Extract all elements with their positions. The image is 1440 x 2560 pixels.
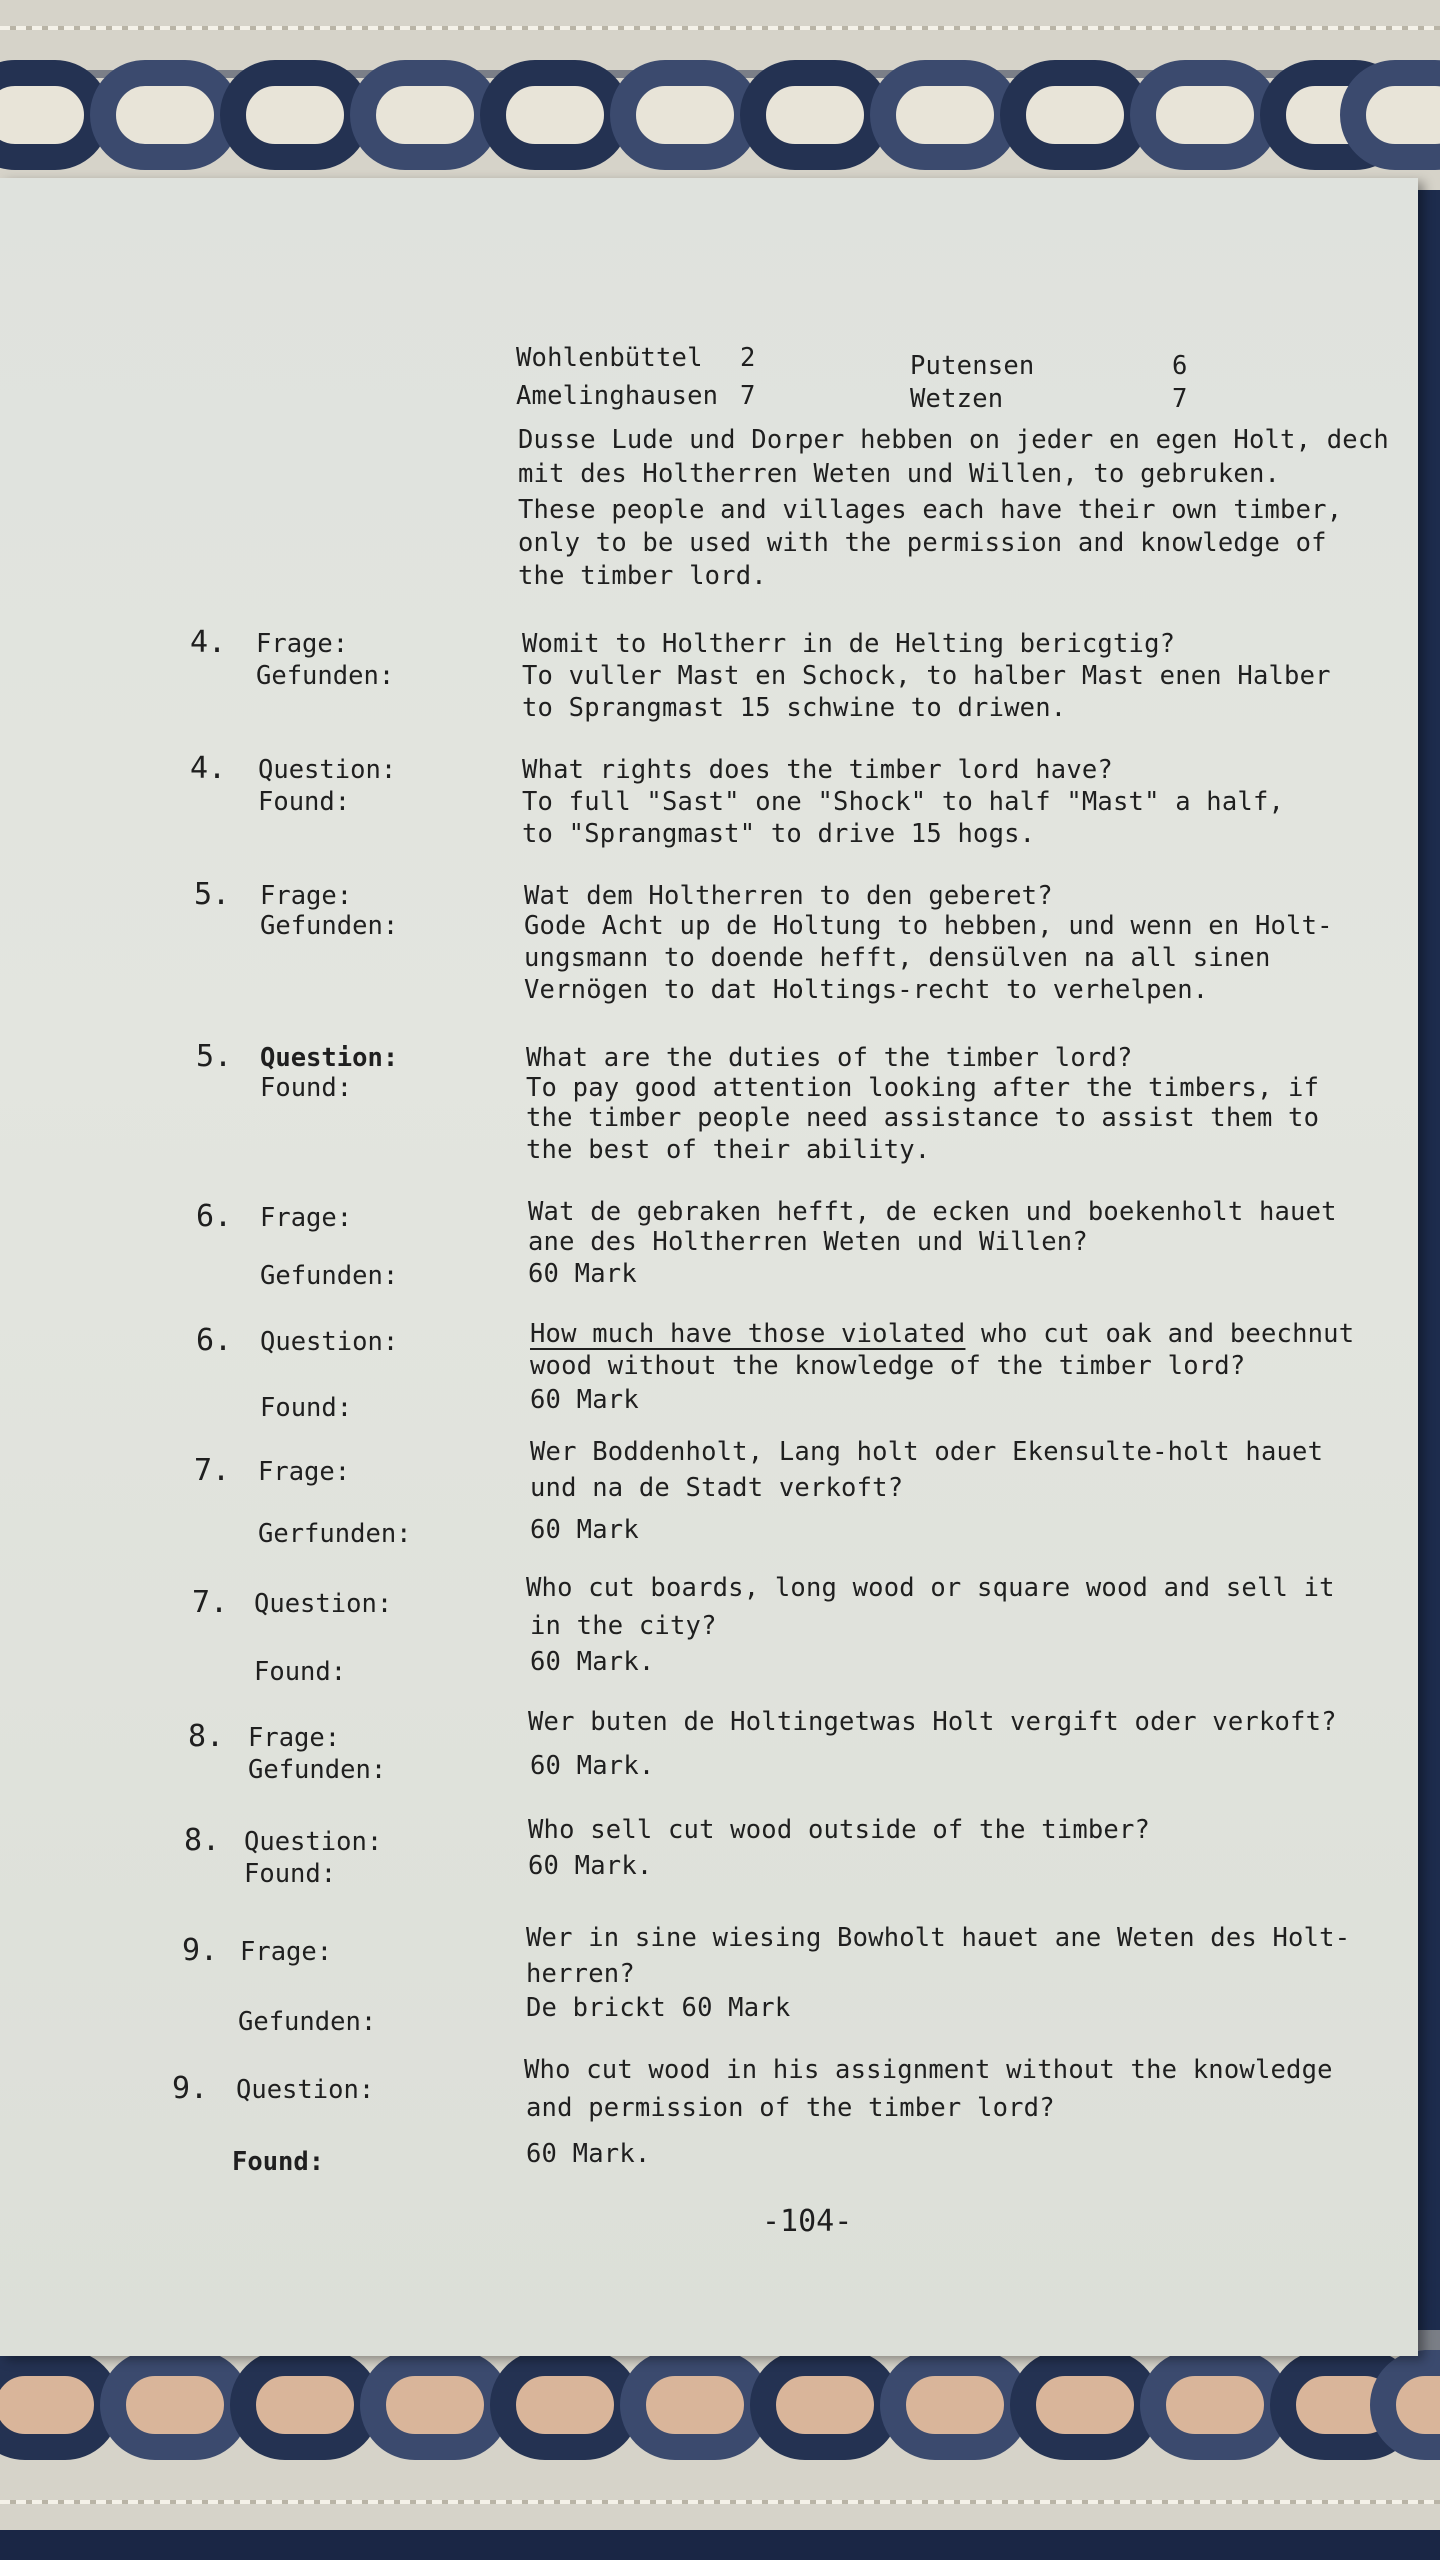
text-line: De brickt 60 Mark xyxy=(526,1993,791,2023)
entry-number: 9. xyxy=(182,1933,219,1968)
entry-label: Gefunden: xyxy=(238,2007,377,2037)
text-line: 60 Mark. xyxy=(528,1851,653,1881)
text-line: To full "Sast" one "Shock" to half "Mast" a half, xyxy=(522,787,1285,817)
text-line: Dusse Lude und Dorper hebben on jeder en egen Holt, dech xyxy=(518,425,1389,455)
text-line: Gode Acht up de Holtung to hebben, und wenn en Holt- xyxy=(524,911,1333,941)
text-line: und na de Stadt verkoft? xyxy=(530,1473,904,1503)
entry-label: Frage: xyxy=(256,629,349,659)
entry-number: 7. xyxy=(192,1585,229,1620)
text-line: only to be used with the permission and knowledge of xyxy=(518,528,1327,558)
village-count: 7 xyxy=(1172,384,1188,414)
entry-label: Gefunden: xyxy=(256,661,395,691)
text-line: and permission of the timber lord? xyxy=(526,2093,1055,2123)
entry-number: 4. xyxy=(190,751,227,786)
entry-number: 6. xyxy=(196,1199,233,1234)
text-line: Vernögen to dat Holtings-recht to verhelpen. xyxy=(524,975,1209,1005)
fabric-border-top xyxy=(0,0,1440,190)
text-line xyxy=(530,1319,1355,1349)
village-name: Putensen xyxy=(910,351,1035,381)
text-line: These people and villages each have their own timber, xyxy=(518,495,1343,525)
text-line: to Sprangmast 15 schwine to driwen. xyxy=(522,693,1067,723)
village-name: Wohlenbüttel xyxy=(516,343,703,373)
text-line: Wer Boddenholt, Lang holt oder Ekensulte-holt hauet xyxy=(530,1437,1324,1467)
village-name: Amelinghausen xyxy=(516,381,719,411)
text-line: Wer in sine wiesing Bowholt hauet ane Weten des Holt- xyxy=(526,1923,1351,1953)
entry-number: 8. xyxy=(184,1823,221,1858)
entry-number: 5. xyxy=(196,1039,233,1074)
entry-label: Gefunden: xyxy=(260,911,399,941)
page-number: -104- xyxy=(762,2204,853,2239)
text-line: 60 Mark. xyxy=(526,2139,651,2169)
text-line: What rights does the timber lord have? xyxy=(522,755,1113,785)
entry-label: Question: xyxy=(258,755,397,785)
text-line: 60 Mark. xyxy=(530,1647,655,1677)
village-count: 7 xyxy=(740,381,756,411)
entry-number: 4. xyxy=(190,625,227,660)
text-line: ungsmann to doende hefft, densülven na all sinen xyxy=(524,943,1271,973)
entry-number: 5. xyxy=(194,877,231,912)
entry-label: Question: xyxy=(260,1327,399,1357)
text-line: To pay good attention looking after the timbers, if xyxy=(526,1073,1320,1103)
text-line: Who cut boards, long wood or square wood and sell it xyxy=(526,1573,1335,1603)
text-line: Wat de gebraken hefft, de ecken und boekenholt hauet xyxy=(528,1197,1337,1227)
entry-number: 8. xyxy=(188,1719,225,1754)
entry-number: 6. xyxy=(196,1323,233,1358)
underlined-phrase: How much have those violated xyxy=(530,1319,966,1349)
fabric-border-bottom xyxy=(0,2330,1440,2560)
text-line: Who cut wood in his assignment without the knowledge xyxy=(524,2055,1333,2085)
entry-label: Question: xyxy=(254,1589,393,1619)
text-line: ane des Holtherren Weten und Willen? xyxy=(528,1227,1088,1257)
entry-label: Found: xyxy=(260,1073,353,1103)
text-line: the timber lord. xyxy=(518,561,767,591)
text-line: Wer buten de Holtingetwas Holt vergift oder verkoft? xyxy=(528,1707,1337,1737)
text-line: wood without the knowledge of the timber lord? xyxy=(530,1351,1246,1381)
entry-label: Frage: xyxy=(260,1203,353,1233)
entry-number: 7. xyxy=(194,1453,231,1488)
text-line: herren? xyxy=(526,1959,635,1989)
text-line: the timber people need assistance to assist them to xyxy=(526,1103,1320,1133)
entry-label: Question: xyxy=(236,2075,375,2105)
text-fragment: who cut oak and beechnut xyxy=(965,1319,1355,1349)
entry-label: Question: xyxy=(244,1827,383,1857)
entry-label: Found: xyxy=(244,1859,337,1889)
text-line: 60 Mark xyxy=(530,1385,639,1415)
entry-label: Frage: xyxy=(260,881,353,911)
text-line: Who sell cut wood outside of the timber? xyxy=(528,1815,1151,1845)
text-line: 60 Mark. xyxy=(530,1751,655,1781)
text-line: 60 Mark xyxy=(528,1259,637,1289)
text-line: to "Sprangmast" to drive 15 hogs. xyxy=(522,819,1036,849)
entry-label: Found: xyxy=(232,2147,325,2177)
text-line: Wat dem Holtherren to den geberet? xyxy=(524,881,1053,911)
text-line: in the city? xyxy=(530,1611,717,1641)
entry-label: Frage: xyxy=(258,1457,351,1487)
entry-number: 9. xyxy=(172,2071,209,2106)
entry-label: Gefunden: xyxy=(248,1755,387,1785)
village-count: 2 xyxy=(740,343,756,373)
village-count: 6 xyxy=(1172,351,1188,381)
text-line: To vuller Mast en Schock, to halber Mast enen Halber xyxy=(522,661,1331,691)
entry-label: Found: xyxy=(254,1657,347,1687)
text-line: mit des Holtherren Weten und Willen, to gebruken. xyxy=(518,459,1281,489)
text-line: the best of their ability. xyxy=(526,1135,931,1165)
entry-label: Found: xyxy=(258,787,351,817)
entry-label: Frage: xyxy=(248,1723,341,1753)
entry-label: Question: xyxy=(260,1043,399,1073)
text-line: 60 Mark xyxy=(530,1515,639,1545)
entry-label: Gefunden: xyxy=(260,1261,399,1291)
entry-label: Gerfunden: xyxy=(258,1519,412,1549)
entry-label: Frage: xyxy=(240,1937,333,1967)
text-line: What are the duties of the timber lord? xyxy=(526,1043,1133,1073)
village-name: Wetzen xyxy=(910,384,1004,414)
entry-label: Found: xyxy=(260,1393,353,1423)
text-line: Womit to Holtherr in de Helting bericgtig? xyxy=(522,629,1176,659)
